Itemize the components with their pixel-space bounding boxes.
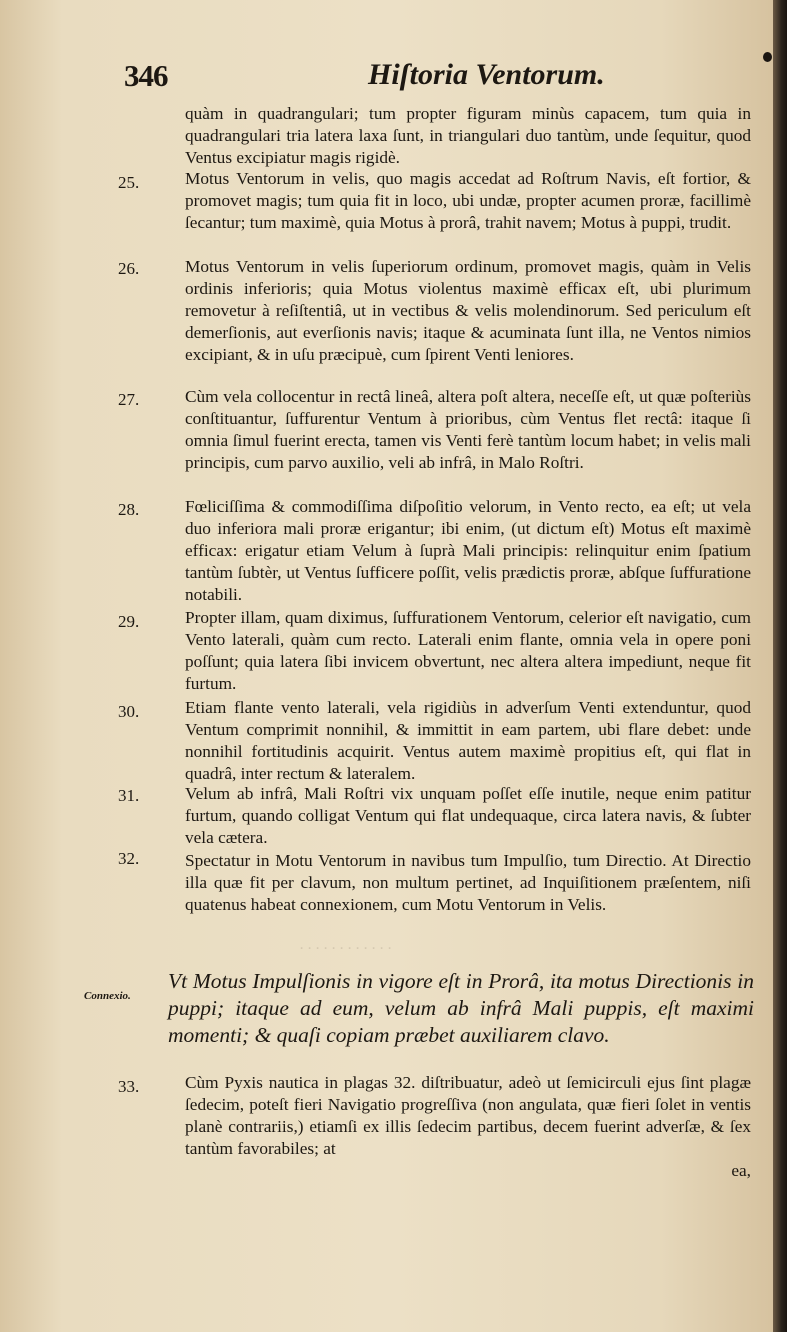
paragraph: Cùm vela collocentur in rectâ lineâ, altera poſt altera, neceſſe eſt, ut quæ poſteriùs conſtituantur, ſuffurentur Ventum à prioribus, cùm Ventus flet rectâ: itaque ſi omnia ſimul fuerint erecta, tamen vis Venti ferè tantùm locum habet; in velis mali principis, cum parvo auxilio, veli ab infrâ, in Malo Roſtri. bbox=[185, 387, 751, 472]
paragraph: Velum ab infrâ, Mali Roſtri vix unquam poſſet eſſe inutile, neque enim patitur furtum, quando colligat Ventum qui flat undequaque, circa latera navis, & ſubter vela cætera. bbox=[185, 784, 751, 847]
book-edge bbox=[773, 0, 787, 1332]
paragraph: Motus Ventorum in velis, quo magis accedat ad Roſtrum Navis, eſt fortior, & promovet magis; tum quia fit in loco, ubi undæ, propter acumen proræ, facillimè ſecantur; tum maximè, quia Motus à prorâ, trahit navem; Motus à puppi, trudit. bbox=[185, 169, 751, 232]
paragraph-continued: quàm in quadrangulari; tum propter figuram minùs capacem, tum quia in quadrangulari tria latera laxa ſunt, in triangulari duo tantùm, unde ſequitur, quod Ventus excipiatur magis rigidè. bbox=[185, 104, 751, 167]
ink-spot bbox=[763, 52, 772, 62]
paragraph-number: 27. bbox=[118, 390, 140, 409]
paragraph: Spectatur in Motu Ventorum in navibus tum Impulſio, tum Directio. At Directio illa quæ fit per clavum, non multum pertinet, ad Inquiſitionem præſentem, niſi quatenus habeat connexionem, cum Motu Ventorum in Velis. bbox=[185, 851, 751, 914]
paragraph-number: 30. bbox=[118, 702, 140, 721]
paragraph-number: 28. bbox=[118, 500, 140, 519]
paragraph-number: 25. bbox=[118, 173, 140, 192]
highlighted-aphorism: Vt Motus Impulſionis in vigore eſt in Prorâ, ita motus Directionis in puppi; itaque ad eum, velum ab infrâ Mali puppis, eſt maximi momenti; & quaſi copiam præbet auxiliarem clavo. bbox=[168, 969, 754, 1047]
page-number: 346 bbox=[124, 58, 168, 93]
bleed-through: . . . . . . . . . . . . bbox=[300, 936, 392, 953]
paragraph: Fœliciſſima & commodiſſima diſpoſitio velorum, in Vento recto, ea eſt; ut vela duo inferiora mali proræ erigantur; ibi enim, (ut dictum eſt) Motus eſt maximè efficax: erigatur etiam Velum à ſuprà Mali principis: relinquitur enim ſpatium tantùm ſubtèr, ut Ventus ſufficere poſſit, velis prædictis proræ, abſque ſuffuratione notabili. bbox=[185, 497, 751, 604]
paragraph-number: 32. bbox=[118, 849, 140, 868]
margin-note: Connexio. bbox=[84, 990, 131, 1002]
paragraph: Propter illam, quam diximus, ſuffurationem Ventorum, celerior eſt navigatio, cum Vento laterali, quàm cum recto. Laterali enim flante, omnia vela in opere poni poſſunt; quia latera ſibi invicem obvertunt, nec altera altera impediunt, neque fit furtum. bbox=[185, 608, 751, 693]
paragraph-number: 29. bbox=[118, 612, 140, 631]
paragraph: Motus Ventorum in velis ſuperiorum ordinum, promovet magis, quàm in Velis ordinis inferioris; quia Motus violentus maximè efficax eſt, ubi plurimum removetur à reſiſtentiâ, ut in vectibus & velis molendinorum. Sed periculum eſt demerſionis, aut everſionis navis; itaque & acuminata ſunt illa, ne Ventos nimios excipiant, & in uſu præcipuè, cum ſpirent Venti leniores. bbox=[185, 257, 751, 364]
running-title: Hiſtoria Ventorum. bbox=[368, 58, 605, 91]
paragraph: Cùm Pyxis nautica in plagas 32. diſtribuatur, adeò ut ſemicirculi ejus ſint plagæ ſedecim, poteſt fieri Navigatio progreſſiva (non angulata, quæ fieri ſolet in ventis planè contrariis,) etiamſi ex illis ſedecim partibus, decem fuerint adverſæ, & ſex tantùm favorabiles; at bbox=[185, 1073, 751, 1158]
catchword: ea, bbox=[731, 1161, 751, 1180]
paragraph-number: 31. bbox=[118, 786, 140, 805]
paragraph-number: 33. bbox=[118, 1077, 140, 1096]
paragraph: Etiam flante vento laterali, vela rigidiùs in adverſum Venti extenduntur, quod Ventum comprimit nonnihil, & immittit in eam partem, ubi flare debet: unde nonnihil fortitudinis acquirit. Ventus autem maximè propitius eſt, qui flat in quadrâ, inter rectum & lateralem. bbox=[185, 698, 751, 783]
paragraph-number: 26. bbox=[118, 259, 140, 278]
